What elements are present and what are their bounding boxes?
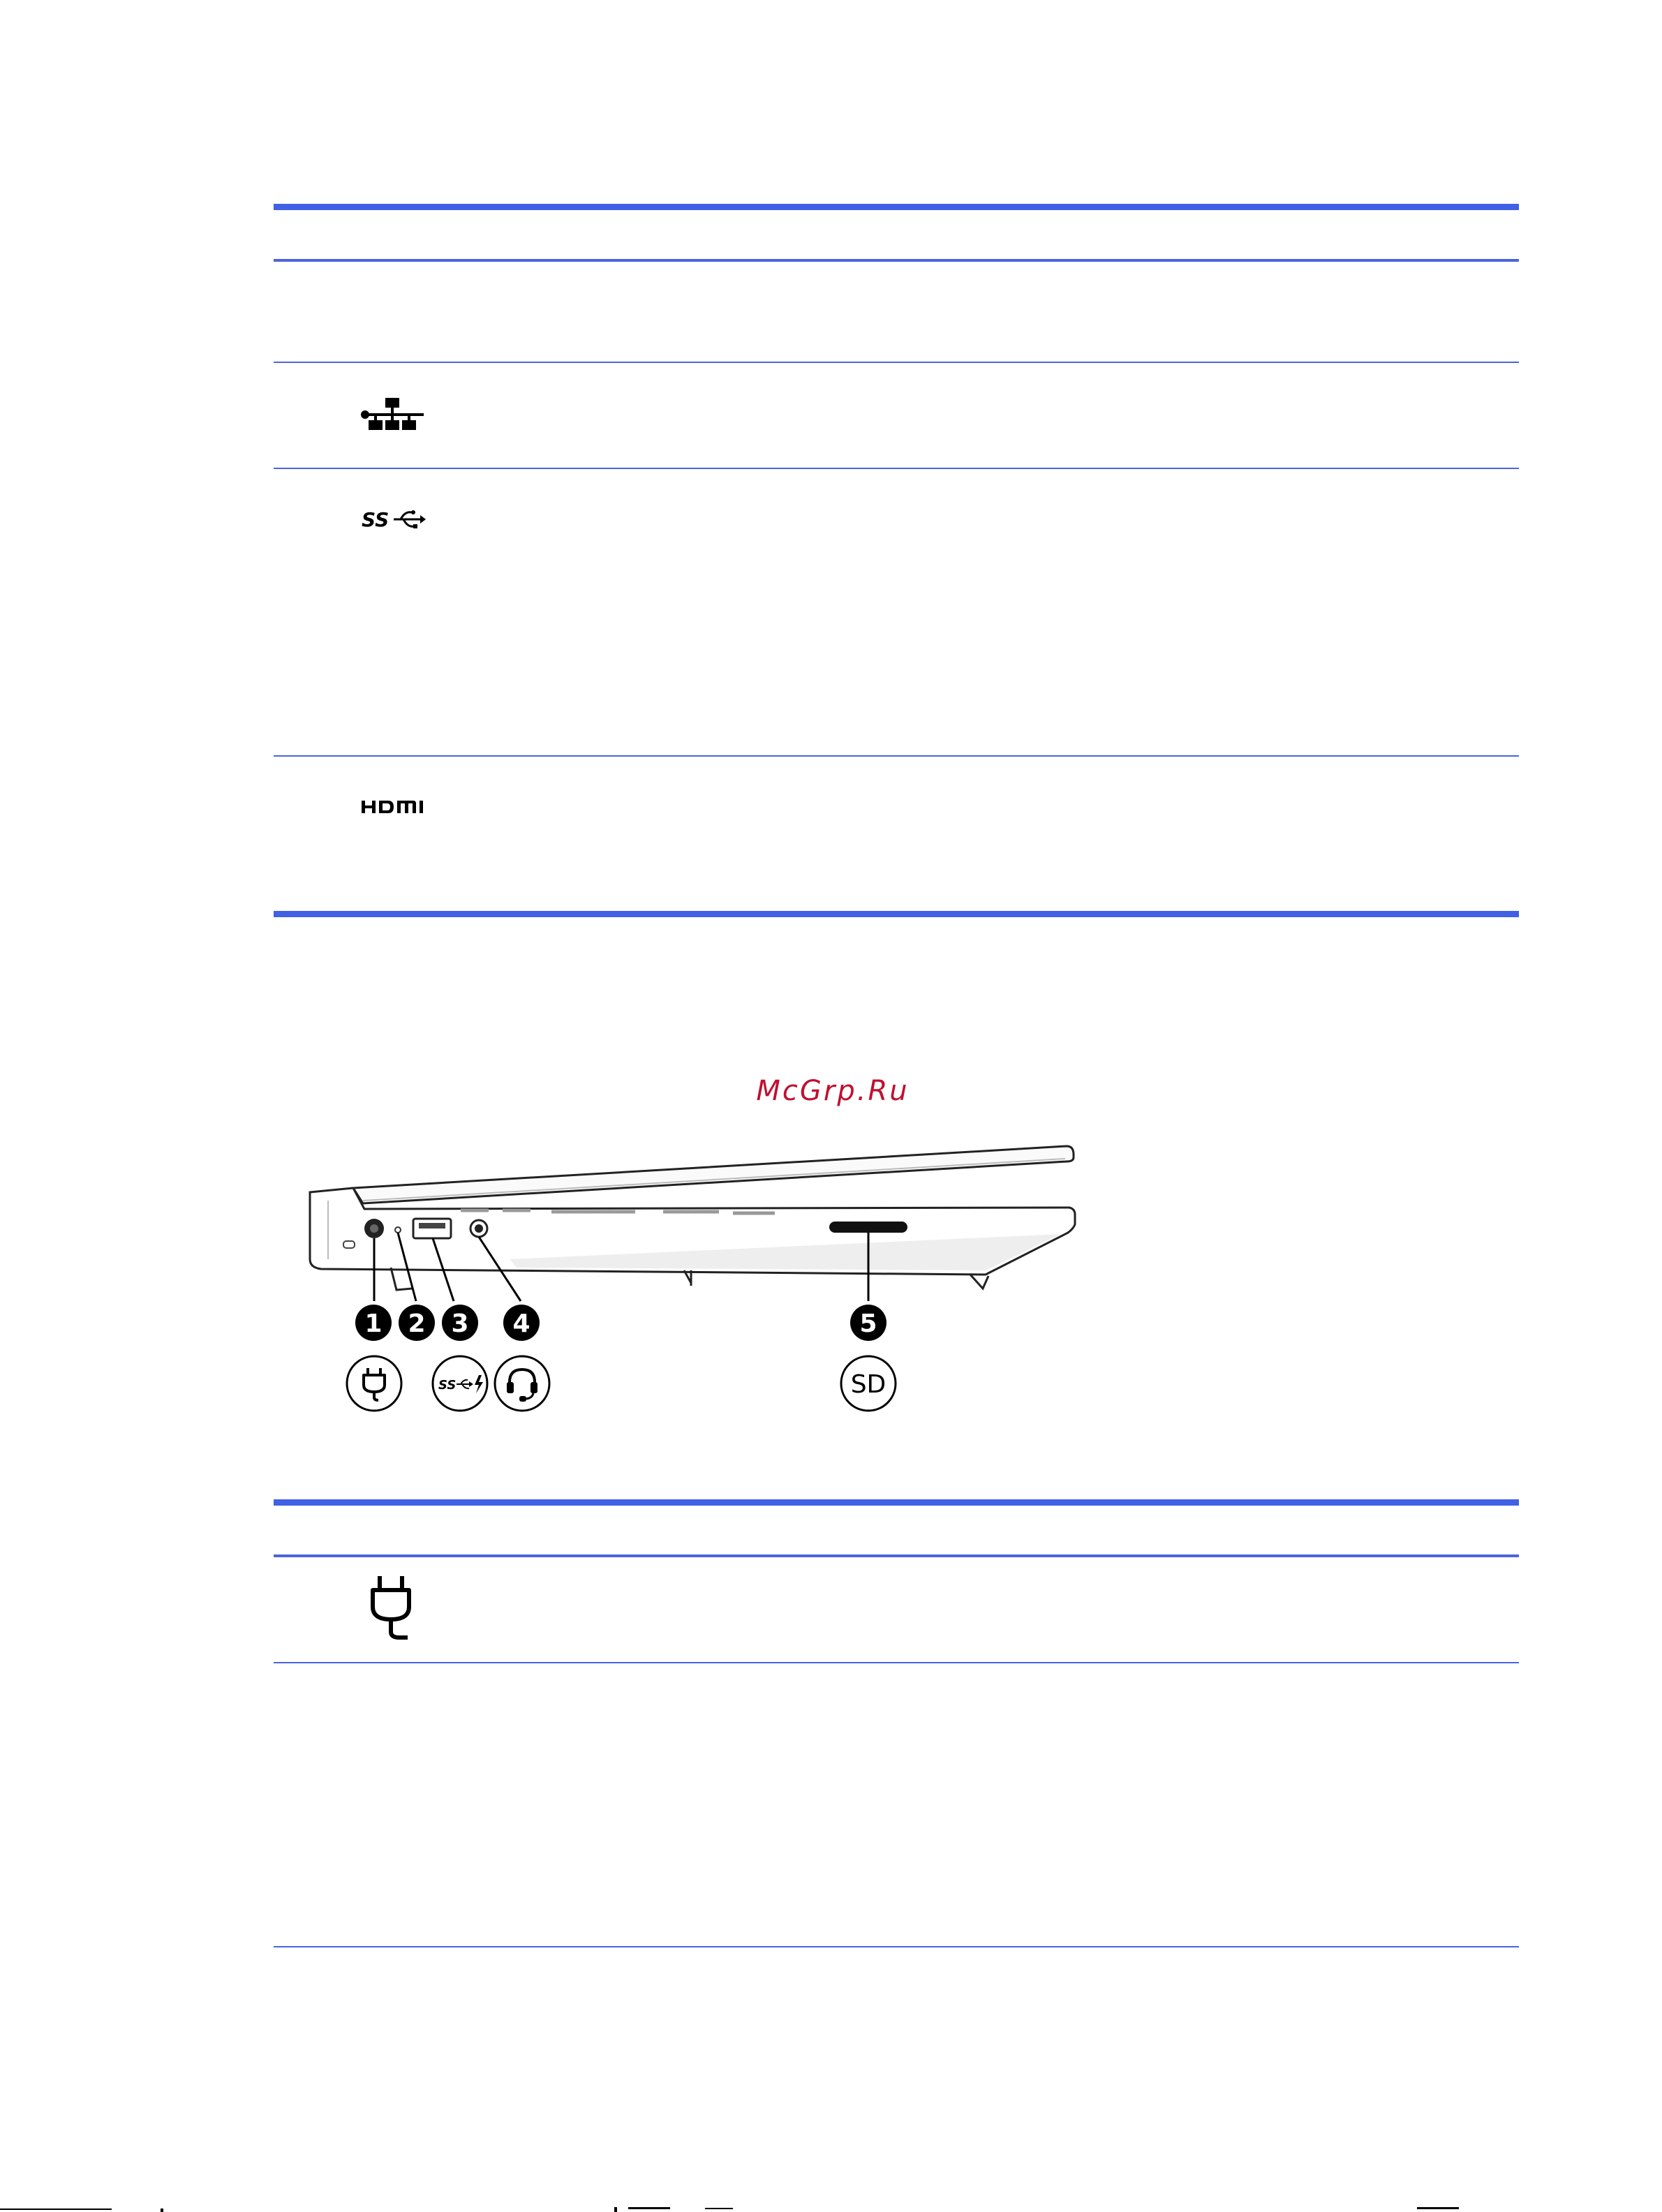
table-row-divider: [274, 755, 1519, 757]
callout-1: [355, 1304, 392, 1342]
headset-icon: [493, 1354, 551, 1413]
svg-text:4: 4: [512, 1309, 530, 1338]
svg-text:SS: SS: [362, 508, 389, 531]
table-header-rule: [274, 259, 1519, 262]
table-row-divider: [274, 362, 1519, 363]
svg-text:1: 1: [364, 1309, 383, 1338]
svg-text:3: 3: [451, 1309, 469, 1338]
table-top-rule: [274, 204, 1519, 210]
hdmi-icon: [360, 799, 427, 815]
table-row-divider: [274, 468, 1519, 469]
callout-3: [441, 1304, 479, 1342]
svg-text:SS: SS: [438, 1378, 457, 1393]
callout-5: [849, 1304, 887, 1342]
power-plug-icon: [367, 1575, 416, 1642]
table2-row-divider: [274, 1946, 1519, 1947]
table2-top-rule: [274, 1499, 1519, 1506]
svg-text:2: 2: [408, 1309, 426, 1338]
svg-text:SD: SD: [850, 1370, 886, 1399]
table2-header-rule: [274, 1554, 1519, 1557]
watermark: McGrp.Ru: [756, 1075, 910, 1107]
usb-superspeed-icon: [360, 507, 427, 532]
page-footer-marks: [0, 2199, 1662, 2212]
table-bottom-rule: [274, 911, 1519, 917]
table2-row-divider: [274, 1662, 1519, 1663]
svg-text:5: 5: [859, 1309, 877, 1338]
power-plug-icon: [345, 1354, 403, 1413]
callout-4: [503, 1304, 540, 1342]
sd-card-icon: [839, 1354, 898, 1413]
ethernet-network-icon: [360, 395, 426, 431]
usb-superspeed-charging-icon: [429, 1354, 491, 1413]
callout-2: [398, 1304, 436, 1342]
laptop-left-side-illustration: [300, 1131, 1082, 1424]
